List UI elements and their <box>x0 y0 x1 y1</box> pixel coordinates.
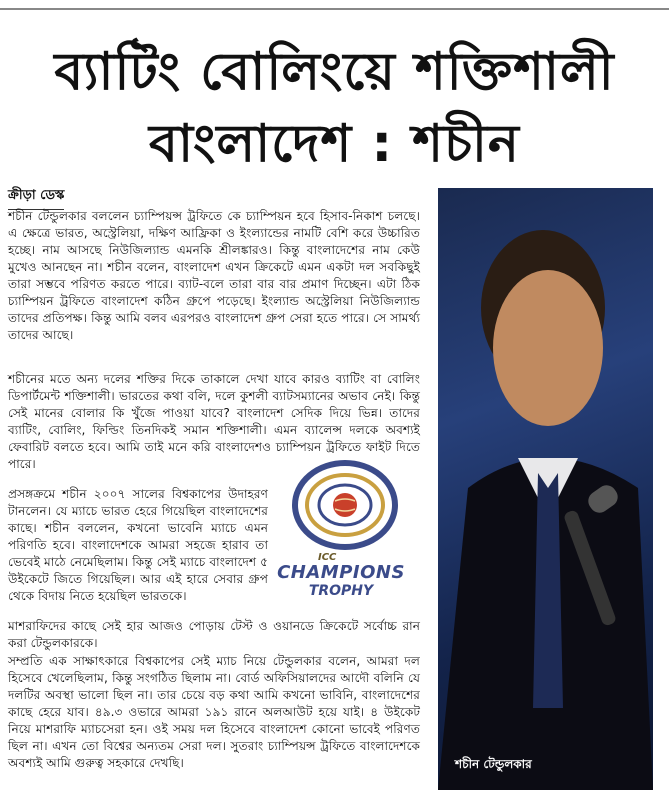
logo-trophy-text: TROPHY <box>308 583 374 599</box>
logo-icc-text: ICC <box>318 552 337 563</box>
article-paragraph-1: শচীন টেন্ডুলকার বললেন চ্যাম্পিয়ন্স ট্রফিতে কে চ্যাম্পিয়ন হবে হিসাব-নিকাশ চলছে। এ ক্ষেত্রে ভারত, অস্ট্রেলিয়া, দক্ষিণ আফ্রিকা ও ইংল্যান্ডের নামটি বেশি করে উচ্চারিত হচ্ছে। নাম আসছে নিউজিল্যান্ড এমনকি শ্রীলঙ্কারও। কিন্তু বাংলাদেশের নাম কেউ মুখেও আনছেন না। শচীন বলেন, বাংলাদেশ এখন ক্রিকেটে এমন একটা দল সবকিছুই তারা সম্ভবে পরিণত করতে পারে। ব্যাট-বলে তারা বার বার প্রমাণ দিচ্ছেন। এটা ঠিক চ্যাম্পিয়ন ট্রফিতে বাংলাদেশ কঠিন গ্রুপে পড়েছে। ইংল্যান্ড অস্ট্রেলিয়া নিউজিল্যান্ড তাদের প্রতিপক্ষ। কিন্তু আমি বলব এরপরও বাংলাদেশ গ্রুপ সেরা হতে পারে। সে সামর্থ্য তাদের আছে। <box>8 209 420 342</box>
photo-caption: শচীন টেন্ডুলকার <box>455 757 532 771</box>
top-rule <box>0 8 669 10</box>
sachin-photo <box>438 188 653 790</box>
article-paragraph-5: সম্প্রতি এক সাক্ষাৎকারে বিশ্বকাপের সেই ম্যাচ নিয়ে টেন্ডুলকার বলেন, আমরা দল হিসেবে খেলেছিলাম, কিন্তু সংগঠিত ছিলাম না। বোর্ড অফিসিয়ালদের আদৌ বলিনি যে দলটির অবস্থা ভালো ছিল না। তার চেয়ে বড় কথা আমি কখনো ভাবিনি, বাংলাদেশের কাছে হেরে যাব। ৪৯.৩ ওভারে আমরা ১৯১ রানে অলআউট হয়ে যাই। ৪ উইকেট নিয়ে মাশরাফি ম্যাচসেরা হন। ওই সময় দল হিসেবে বাংলাদেশ কোনো ভাবেই পরিণত ছিল না। এখন তো বিশ্বের অন্যতম সেরা দল। সুতরাং চ্যাম্পিয়ন্স ট্রফিতে বাংলাদেশকে অবশ্যই আমি গুরুত্ব সহকারে দেখছি। <box>8 654 420 770</box>
byline: ক্রীড়া ডেস্ক <box>8 186 64 210</box>
logo-champions-text: CHAMPIONS <box>277 562 405 583</box>
sachin-portrait-illustration <box>438 188 653 790</box>
article-paragraph-4: মাশরাফিদের কাছে সেই হার আজও পোড়ায় টেস্ট ও ওয়ানডে ক্রিকেটে সর্বোচ্চ রান করা টেন্ডুলকারকে। <box>8 619 420 650</box>
article-paragraph-3: প্রসঙ্গক্রমে শচীন ২০০৭ সালের বিশ্বকাপের উদাহরণ টানলেন। যে ম্যাচে ভারত হেরে গিয়েছিল বাংলাদেশের কাছে। শচীন বললেন, কখনো ভাবেনি ম্যাচে এমন পরিণতি হবে। বাংলাদেশকে আমরা সহজে হারাব তা ভেবেই মাঠে নেমেছিলাম। কিন্তু সেই ম্যাচে বাংলাদেশ ৫ উইকেটে জিতে গিয়েছিল। আর এই হারে সেবার গ্রুপ থেকে বিদায় নিতে হয়েছিল ভারতকে। <box>8 487 268 603</box>
headline-line-2: বাংলাদেশ : শচীন <box>149 114 520 174</box>
article-paragraph-2: শচীনের মতে অন্য দলের শক্তির দিকে তাকালে দেখা যাবে কারও ব্যাটিং বা বোলিং ডিপার্টমেন্ট শক্তিশালী। ভারতের কথা বলি, দলে কুশলী ব্যাটসম্যানের অভাব নেই। কিন্তু সেই মানের বোলার কি খুঁজে পাওয়া যাবে? বাংলাদেশ সেদিক দিয়ে ভিন্ন। তাদের ব্যাটিং, বোলিং, ফিল্ডিং তিনদিকই সমান শক্তিশালী। এমন ব্যালেন্স দলকে অবশ্যই ফেবারিট বলতে হবে। আমি তাই মনে করি বাংলাদেশও চ্যাম্পিয়ন ট্রফিতে ফাইট দিতে পারে। <box>8 372 420 471</box>
headline-line-1: ব্যাটিং বোলিংয়ে শক্তিশালী <box>54 42 615 102</box>
